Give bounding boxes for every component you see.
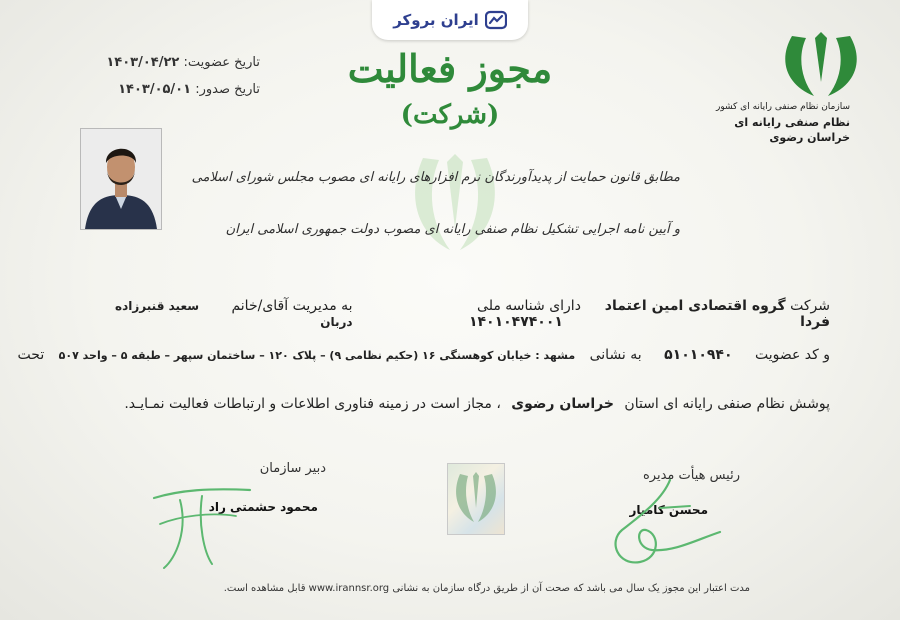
- law-text-line2: و آیین نامه اجرایی تشکیل نظام صنفی رایانه ای مصوب دولت جمهوری اسلامی ایران: [225, 222, 680, 237]
- address-label: به نشانی: [589, 347, 642, 363]
- issue-date-label: تاریخ صدور:: [195, 82, 260, 97]
- body-line-address: [17, 347, 830, 363]
- watermark-emblem-icon: [405, 148, 505, 258]
- secretary-signature-icon: [140, 460, 300, 580]
- law-text-line1: مطابق قانون حمایت از پدیدآورندگان نرم افزارهای رایانه ای مصوب مجلس شورای اسلامی: [191, 170, 680, 185]
- body-line-company: [90, 298, 830, 330]
- address-tail: تحت: [17, 347, 45, 363]
- chairman-signature-icon: [600, 470, 750, 580]
- membership-date-value: ۱۴۰۳/۰۴/۲۲: [106, 55, 180, 70]
- chairman-name: محسن کامیار: [629, 503, 708, 517]
- body-line-province: [60, 396, 830, 412]
- company-label: شرکت: [790, 298, 830, 314]
- issue-date-value: ۱۴۰۳/۰۵/۰۱: [118, 82, 192, 97]
- province-name: خراسان رضوی: [511, 396, 614, 412]
- brand-logo-icon: [485, 9, 507, 31]
- member-code-label: و کد عضویت: [754, 347, 830, 363]
- brand-name: ایران بروکر: [393, 11, 479, 29]
- member-code-value: ۵۱۰۱۰۹۴۰: [664, 347, 733, 363]
- validity-footer: مدت اعتبار این مجوز یک سال می باشد که صحت آن از طریق درگاه سازمان به نشانی www.irannsr.org قابل مشاهده است.: [223, 583, 750, 594]
- page-subtitle: (شرکت): [400, 100, 500, 130]
- member-photo: [80, 128, 162, 230]
- province-suffix: ، مجاز است در زمینه فناوری اطلاعات و ارتباطات فعالیت نمـایـد.: [124, 396, 501, 412]
- manager-label: به مدیریت آقای/خانم: [231, 298, 353, 314]
- province-prefix: پوشش نظام صنفی رایانه ای استان: [624, 396, 830, 412]
- member-avatar-icon: [81, 129, 161, 229]
- hologram-seal: [447, 463, 505, 535]
- org-name-line1: سازمان نظام صنفی رایانه ای کشور: [716, 102, 850, 112]
- company-name: گروه اقتصادی امین اعتماد فردا: [604, 298, 830, 330]
- brand-header[interactable]: [372, 0, 528, 40]
- membership-date: [70, 55, 260, 70]
- national-id-value: ۱۴۰۱۰۴۷۴۰۰۱: [468, 314, 563, 330]
- membership-date-label: تاریخ عضویت:: [183, 55, 260, 70]
- secretary-role: دبیر سازمان: [259, 461, 326, 476]
- org-logo-icon: [780, 30, 862, 100]
- chairman-role: رئیس هیأت مدیره: [642, 468, 740, 483]
- manager-name: سعید قنبرزاده دربان: [115, 299, 353, 329]
- secretary-name: محمود حشمتی راد: [208, 500, 318, 514]
- org-name: [700, 100, 850, 145]
- national-id-label: دارای شناسه ملی: [477, 298, 581, 314]
- address-value: مشهد : خیابان کوهسنگی ۱۶ (حکیم نظامی ۹) – پلاک ۱۲۰ – ساختمان سپهر – طبقه ۵ – واحد ۵۰۷: [58, 349, 576, 362]
- issue-date: [70, 82, 260, 97]
- org-name-line2: نظام صنفی رایانه ای خراسان رضوی: [734, 116, 850, 144]
- hologram-emblem-icon: [448, 464, 504, 534]
- page-title: مجوز فعالیت: [347, 46, 553, 91]
